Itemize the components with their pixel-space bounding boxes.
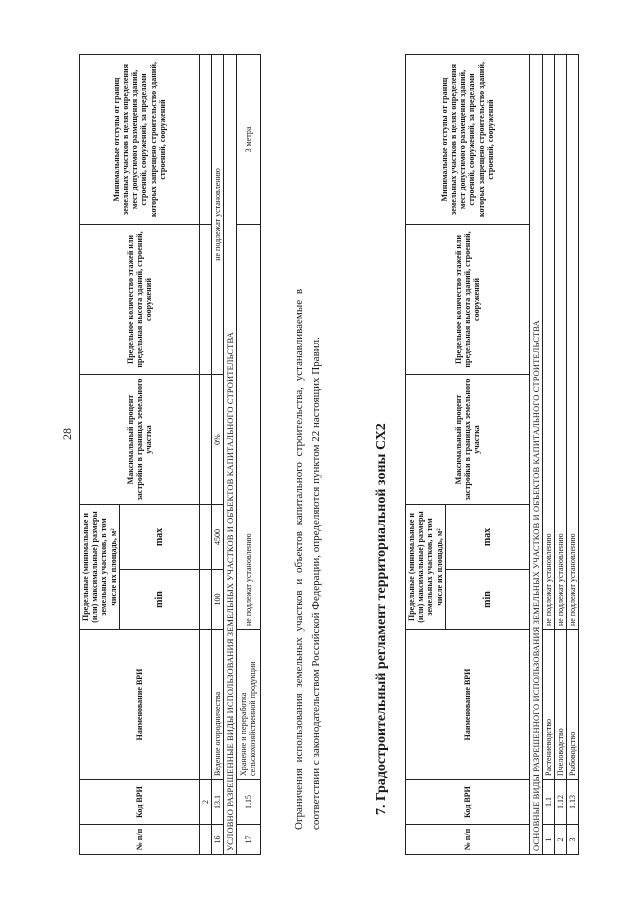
row-code: 1.12: [554, 780, 566, 825]
table-row: [566, 55, 578, 855]
table-row: [554, 55, 566, 855]
row-restriction: не подлежат установлению: [542, 55, 554, 630]
header-code: Код ВРИ: [80, 780, 200, 825]
row-num: 17: [236, 825, 260, 855]
row-restriction: не подлежат установлению: [236, 225, 260, 630]
col-index-cell: 2: [199, 780, 211, 825]
row-num: 1: [542, 825, 554, 855]
header-row: [80, 55, 120, 855]
header-num: № п/п: [406, 825, 530, 855]
header-percent: Максимальный процент застройки в границах земельного участка: [406, 375, 530, 505]
row-num: 2: [554, 825, 566, 855]
section-main: ОСНОВНЫЕ ВИДЫ РАЗРЕШЕННОГО ИСПОЛЬЗОВАНИЯ ЗЕМЕЛЬНЫХ УЧАСТКОВ И ОБЪЕКТОВ КАПИТАЛЬНОГО СТРОИТЕЛЬСТВА: [529, 55, 542, 855]
page-number: 28: [60, 428, 74, 440]
header-max: max: [445, 505, 529, 570]
header-name: Наименование ВРИ: [80, 630, 200, 780]
row-name: Растениеводство: [542, 630, 554, 780]
table-row: [236, 55, 260, 855]
row-num: 3: [566, 825, 578, 855]
header-name: Наименование ВРИ: [406, 630, 530, 780]
row-max: 4500: [211, 505, 223, 570]
col-index-row: [199, 55, 211, 855]
section-row: [529, 55, 542, 855]
row-code: 1.1: [542, 780, 554, 825]
row-min: 100: [211, 570, 223, 630]
table-row: [542, 55, 554, 855]
row-name: Ведение огородничества: [211, 630, 223, 780]
rotated-page: [20, 25, 620, 885]
row-code: 13.1: [211, 780, 223, 825]
row-num: 16: [211, 825, 223, 855]
header-min: min: [445, 570, 529, 630]
header-floors: Предельное количество этажей или предельная высота зданий, строений, сооружений: [80, 225, 200, 375]
vri-table-continued: [79, 54, 261, 855]
row-restriction: не подлежат установлению: [566, 55, 578, 630]
header-setback: Минимальные отступы от границ земельных участков в целях определения мест допустимого размещения зданий, строений, сооружений, за пределами которых запрещено строительство зданий, строений, сооружений: [80, 55, 200, 225]
row-percent: 0%: [211, 375, 223, 505]
header-row: [406, 55, 446, 855]
row-name: Пчеловодство: [554, 630, 566, 780]
section-conditional: УСЛОВНО РАЗРЕШЕННЫЕ ВИДЫ ИСПОЛЬЗОВАНИЯ ЗЕМЕЛЬНЫХ УЧАСТКОВ И ОБЪЕКТОВ КАПИТАЛЬНОГО СТРОИТЕЛЬСТВА: [223, 55, 236, 855]
restrictions-paragraph-line2: соответствии с законодательством Российской Федерации, определяются пунктом 22 настоящих Правил.: [310, 337, 322, 830]
header-setback: Минимальные отступы от границ земельных участков в целях определения мест допустимого размещения зданий, строений, сооружений, за пределами которых запрещено строительство зданий, строений, сооружений: [406, 55, 530, 225]
row-name: Рыбоводство: [566, 630, 578, 780]
header-size: Предельные (минимальные и (или) максимальные) размеры земельных участков, в том числе их площадь, м²: [80, 505, 120, 630]
row-restriction: не подлежат установлению: [554, 55, 566, 630]
header-floors: Предельное количество этажей или предельная высота зданий, строений, сооружений: [406, 225, 530, 375]
header-num: № п/п: [80, 825, 200, 855]
row-floors-setback: не подлежат установлению: [211, 55, 223, 375]
header-max: max: [119, 505, 199, 570]
section-row: [223, 55, 236, 855]
zone-title: 7. Градостроительный регламент территориальной зоны СХ2: [374, 423, 389, 815]
header-size: Предельные (минимальные и (или) максимальные) размеры земельных участков, в том числе их площадь, м²: [406, 505, 446, 630]
vri-table-zone-sx2: [405, 54, 579, 855]
row-setback: 3 метра: [236, 55, 260, 225]
header-min: min: [119, 570, 199, 630]
row-code: 1.13: [566, 780, 578, 825]
row-code: 1.15: [236, 780, 260, 825]
row-name: Хранение и переработка сельскохозяйственной продукции: [236, 630, 260, 780]
header-percent: Максимальный процент застройки в границах земельного участка: [80, 375, 200, 505]
restrictions-paragraph-line1: Ограничения использования земельных участков и объектов капитального строительства, устанавливаемые в: [293, 288, 305, 830]
header-code: Код ВРИ: [406, 780, 530, 825]
table-row: [211, 55, 223, 855]
